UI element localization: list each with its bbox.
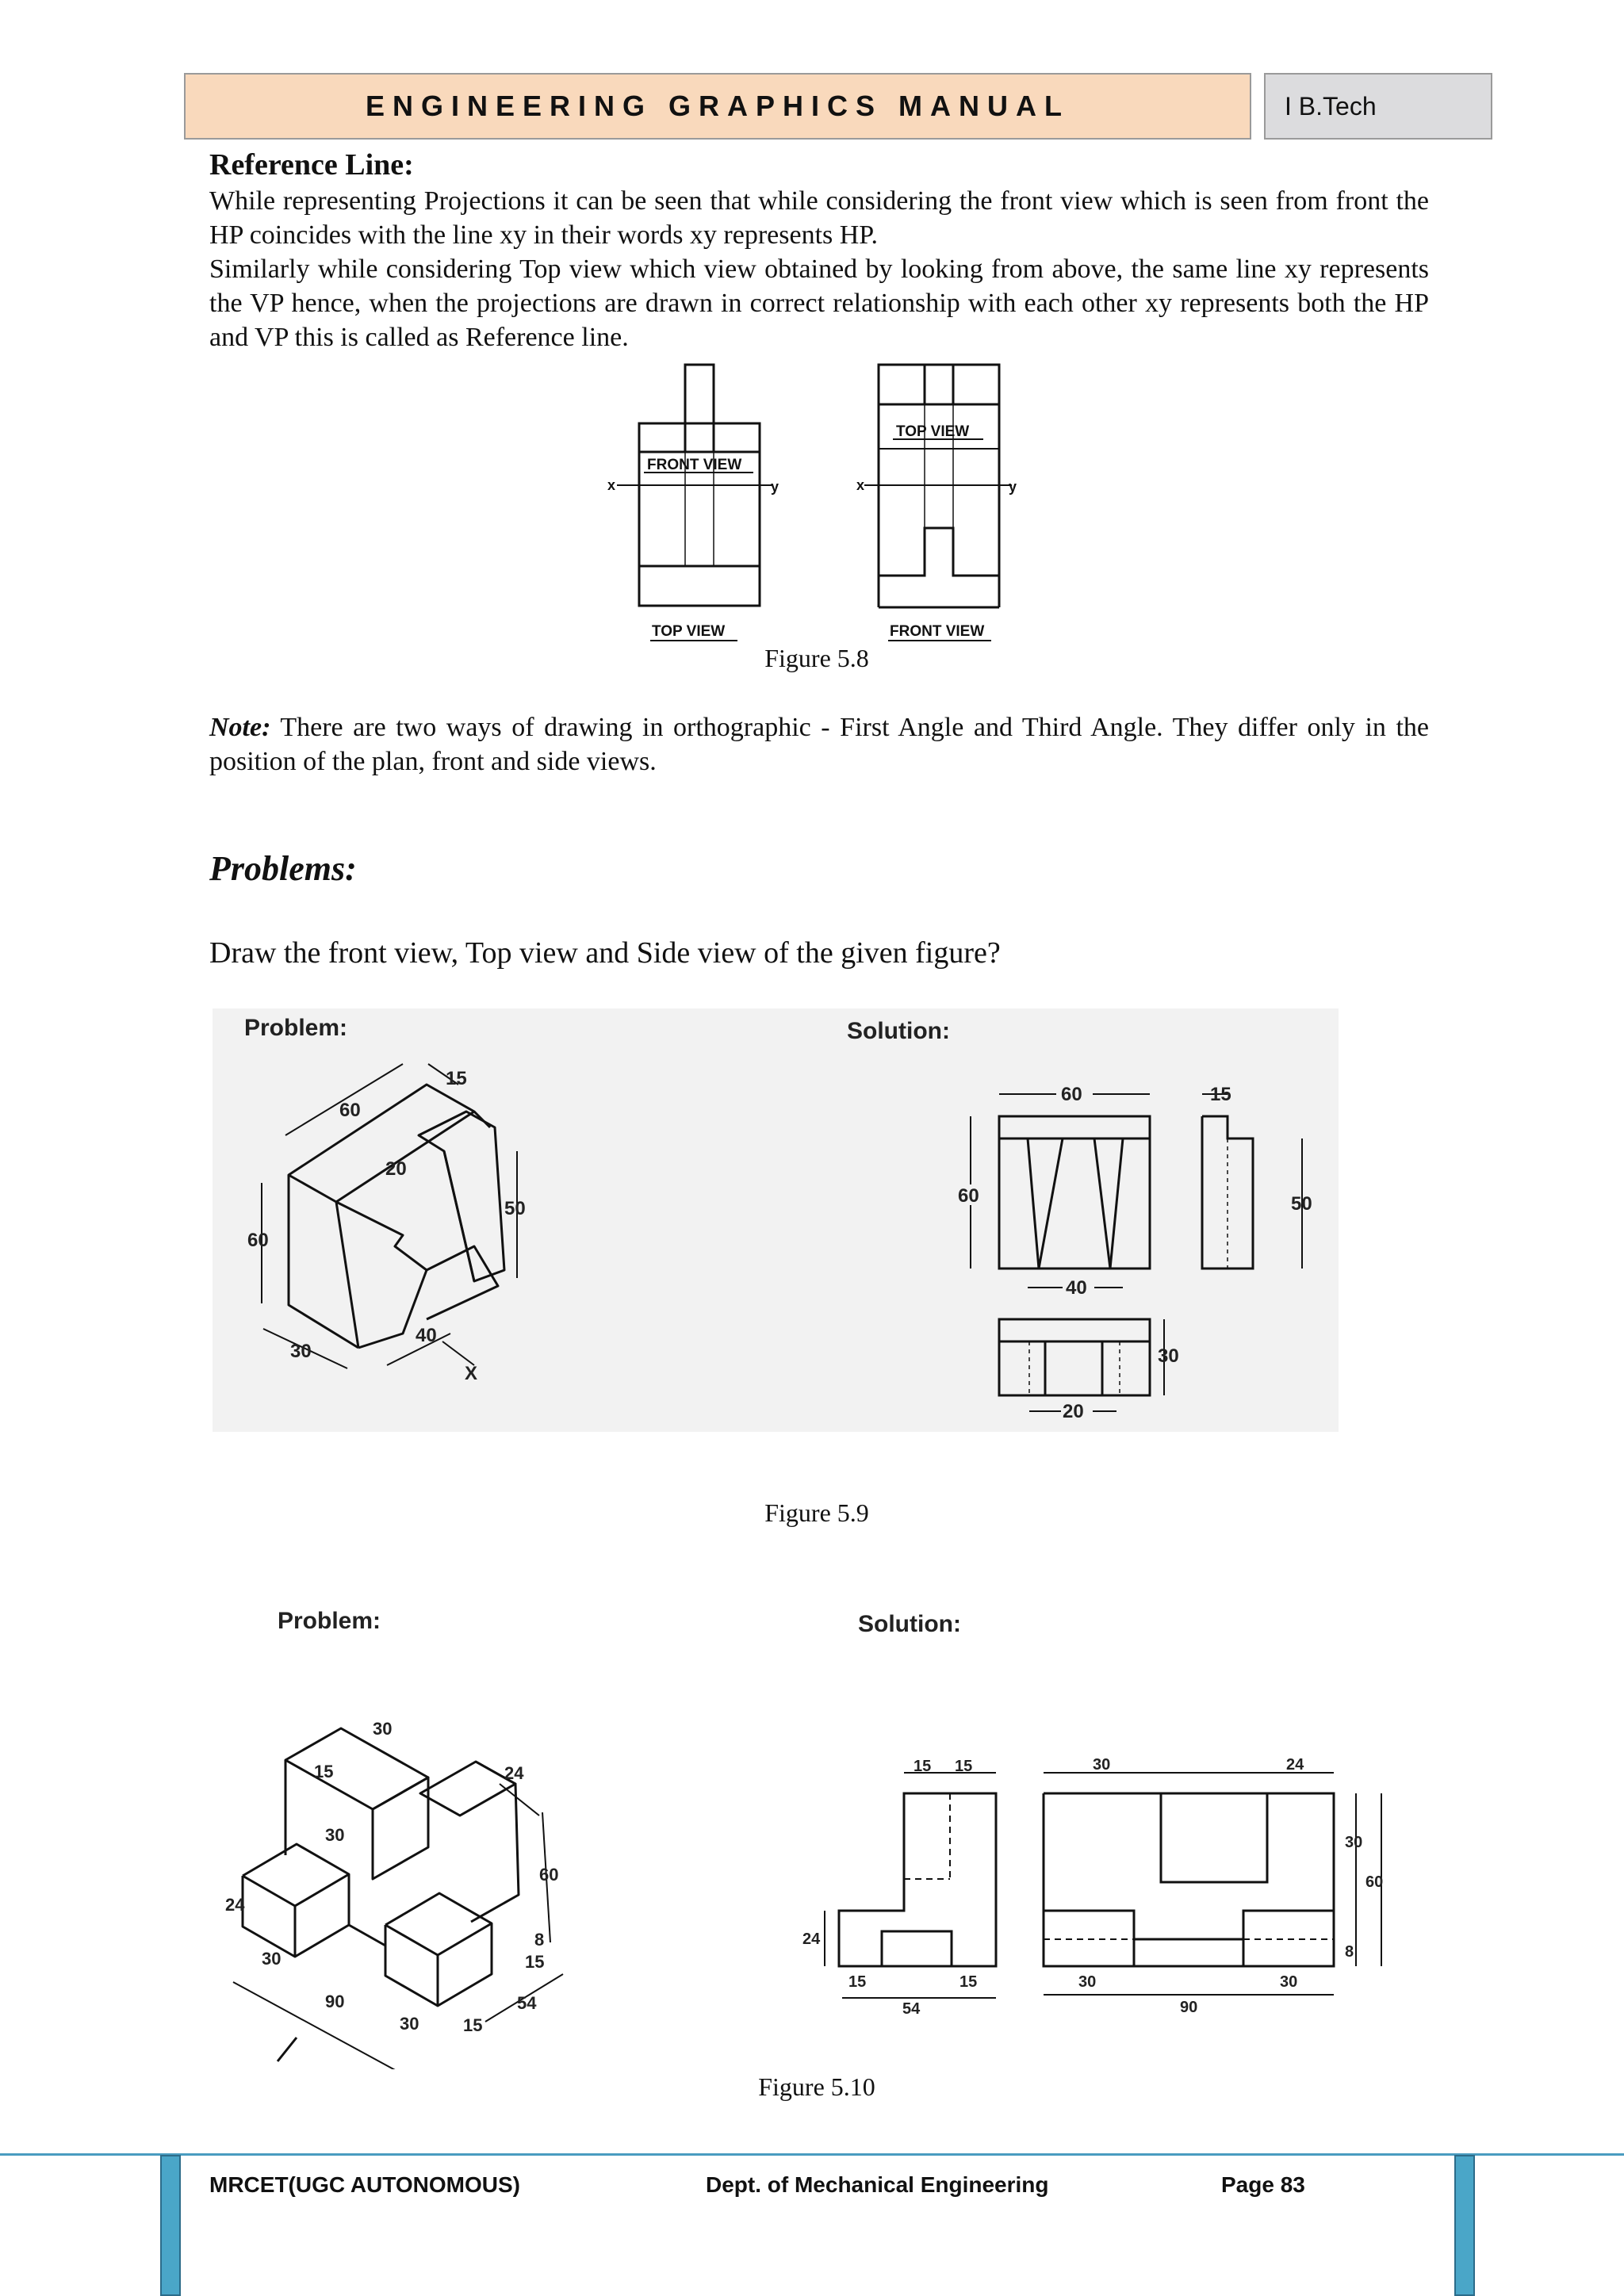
fig510-side-dim-15-b: 15 — [955, 1758, 973, 1775]
footer-bar-right — [1454, 2155, 1475, 2296]
label-x-right: x — [856, 477, 865, 493]
fig59-top-dim-30: 30 — [1158, 1345, 1179, 1367]
fig59-iso-dim-20: 20 — [385, 1158, 407, 1180]
fig59-front-dim-height: 60 — [958, 1185, 979, 1207]
fig510-iso-dim-24-left: 24 — [225, 1895, 245, 1915]
footer-department: Dept. of Mechanical Engineering — [706, 2172, 1049, 2197]
fig59-iso-dim-60-side: 60 — [247, 1230, 269, 1251]
fig59-top-dim-20: 20 — [1063, 1401, 1084, 1422]
fig510-iso-dim-30-front: 30 — [262, 1949, 282, 1969]
fig59-iso-axis-x: X — [465, 1363, 478, 1384]
figure-5-10 — [214, 1609, 1404, 2069]
label-y-right: y — [1009, 479, 1017, 495]
figure-5-8-caption: Figure 5.8 — [764, 644, 869, 672]
fig510-front-dim-8: 8 — [1345, 1943, 1354, 1961]
reference-line-paragraph-2: Similarly while considering Top view which view obtained by looking from above, the same line xy represents the VP hence, when the projections are drawn in correct relationship with each other xy represents both the HP and VP this is called as Reference line. — [209, 254, 1429, 352]
reference-line-heading: Reference Line: — [209, 148, 414, 182]
fig510-iso-dim-54: 54 — [517, 1993, 537, 2013]
fig510-front-dim-30-bottom: 30 — [1280, 1973, 1298, 1991]
fig59-iso-dim-30: 30 — [290, 1341, 312, 1362]
fig510-front-dim-30-top: 30 — [1093, 1756, 1111, 1774]
footer-divider — [0, 2153, 1624, 2156]
figure-5-9-caption: Figure 5.9 — [764, 1498, 869, 1527]
label-y-left: y — [771, 479, 779, 495]
figure-5-10-caption: Figure 5.10 — [758, 2072, 875, 2101]
fig59-iso-dim-60-top: 60 — [339, 1100, 361, 1121]
reference-line-paragraph-1: While representing Projections it can be seen that while considering the front view which is seen from front the HP coincides with the line xy in their words xy represents HP. — [209, 186, 1429, 250]
figure-5-8 — [603, 362, 1047, 655]
manual-title: ENGINEERING GRAPHICS MANUAL — [184, 73, 1251, 140]
label-front-view-left: FRONT VIEW — [647, 457, 742, 473]
course-tag: I B.Tech — [1264, 73, 1492, 140]
fig510-iso-dim-30-vert: 30 — [325, 1825, 345, 1845]
fig510-iso-dim-30-mid: 30 — [400, 2014, 419, 2034]
footer-page-number: Page 83 — [1221, 2172, 1305, 2197]
fig510-front-dim-30-right: 30 — [1345, 1834, 1363, 1851]
figure-5-9-drawing — [213, 1008, 1339, 1432]
problem-question: Draw the front view, Top view and Side view of the given figure? — [209, 936, 1001, 970]
figure-5-8-drawing — [603, 362, 1047, 655]
fig510-iso-dim-8: 8 — [534, 1930, 545, 1950]
fig510-iso-dim-90: 90 — [325, 1992, 345, 2011]
fig510-iso-dim-24-right: 24 — [504, 1763, 524, 1783]
fig510-iso-dim-15-lower: 15 — [463, 2015, 483, 2035]
figure-5-10-drawing — [214, 1609, 1404, 2069]
fig510-iso-dim-60: 60 — [539, 1865, 559, 1885]
fig59-iso-dim-40: 40 — [416, 1325, 437, 1346]
fig510-side-dim-54: 54 — [902, 2000, 921, 2018]
label-front-view-right: FRONT VIEW — [890, 623, 985, 640]
fig59-iso-dim-50: 50 — [504, 1198, 526, 1219]
fig510-side-dim-15-d: 15 — [959, 1973, 978, 1991]
fig510-front-dim-60: 60 — [1365, 1873, 1384, 1891]
fig59-iso-dim-15: 15 — [446, 1068, 467, 1089]
fig59-solution-label: Solution: — [847, 1018, 950, 1044]
fig59-front-dim-40: 40 — [1066, 1277, 1087, 1299]
fig59-side-dim-15: 15 — [1210, 1084, 1231, 1105]
note-paragraph — [209, 710, 1429, 779]
fig510-iso-dim-30-top: 30 — [373, 1719, 393, 1739]
fig510-front-dim-90: 90 — [1180, 1999, 1198, 2016]
fig59-side-dim-50: 50 — [1291, 1193, 1312, 1215]
fig510-side-dim-15-a: 15 — [914, 1758, 932, 1775]
fig510-iso-dim-15-right: 15 — [525, 1952, 545, 1972]
figure-5-9 — [213, 1008, 1339, 1432]
problems-heading: Problems: — [209, 849, 357, 888]
note-label: Note: — [209, 713, 271, 742]
fig59-problem-label: Problem: — [244, 1015, 348, 1041]
footer-bar-left — [160, 2155, 181, 2296]
label-x-left: x — [607, 477, 616, 493]
fig510-front-dim-24-top: 24 — [1286, 1756, 1304, 1774]
label-top-view-right: TOP VIEW — [896, 423, 970, 440]
fig510-iso-dim-15: 15 — [314, 1762, 334, 1781]
fig510-problem-label: Problem: — [278, 1609, 381, 1634]
note-text: There are two ways of drawing in orthographic - First Angle and Third Angle. They differ only in the position of the plan, front and side views. — [209, 713, 1429, 776]
footer-institution: MRCET(UGC AUTONOMOUS) — [209, 2172, 520, 2197]
fig59-front-dim-width: 60 — [1061, 1084, 1082, 1105]
fig510-front-dim-30-left: 30 — [1078, 1973, 1097, 1991]
label-top-view-left: TOP VIEW — [652, 623, 726, 640]
fig510-side-dim-24: 24 — [802, 1931, 821, 1948]
fig510-solution-label: Solution: — [858, 1611, 961, 1637]
fig510-side-dim-15-c: 15 — [848, 1973, 867, 1991]
